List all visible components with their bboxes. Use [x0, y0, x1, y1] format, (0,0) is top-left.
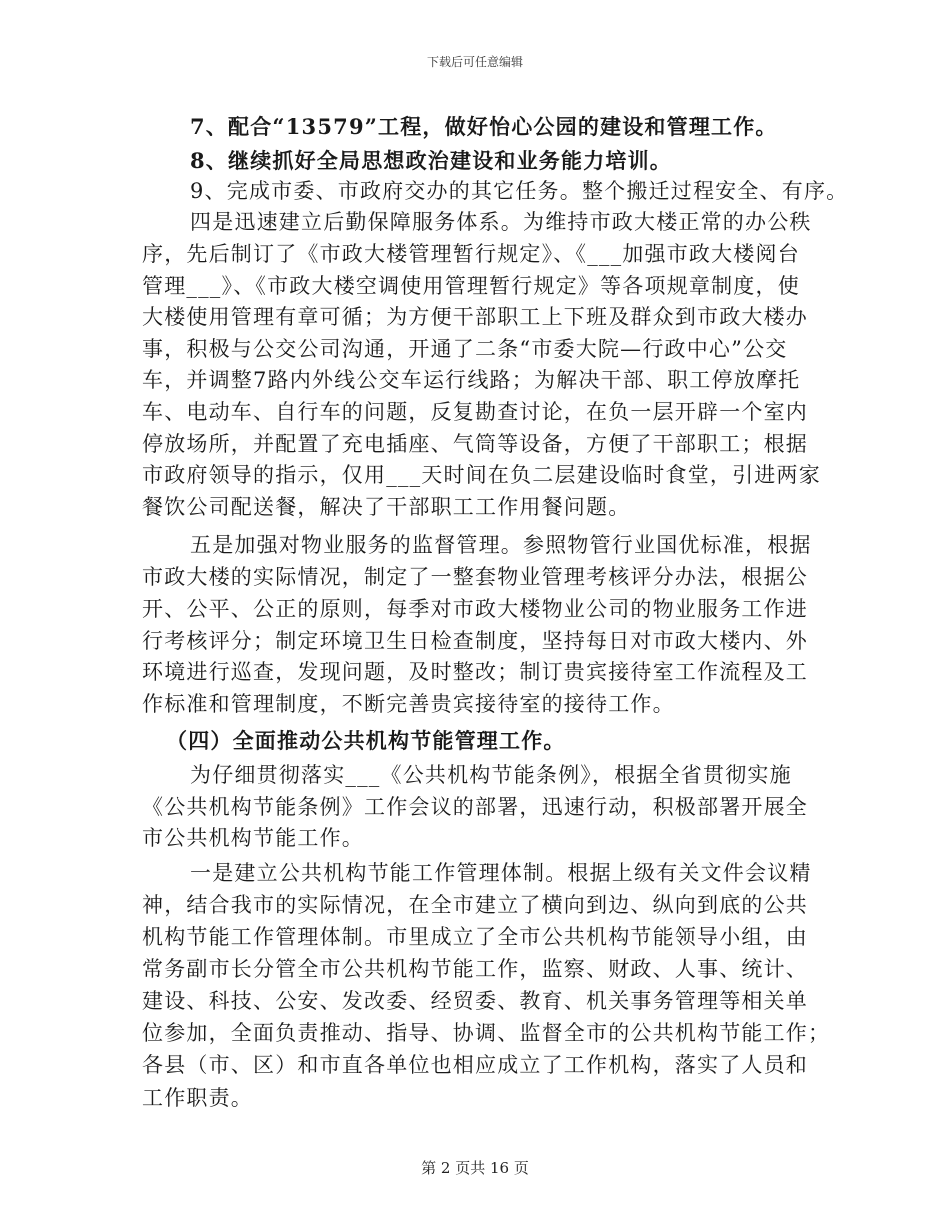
text-line: 各县（市、区）和市直各单位也相应成立了工作机构，落实了人员和 — [142, 1053, 808, 1077]
text-line: 市公共机构节能工作。 — [142, 826, 364, 850]
text-line: 市政大楼的实际情况，制定了一整套物业管理考核评分办法，根据公 — [142, 565, 808, 589]
text-line: 环境进行巡查，发现问题，及时整改；制订贵宾接待室工作流程及工 — [142, 660, 808, 684]
text-line: 8、继续抓好全局思想政治建设和业务能力培训。 — [190, 148, 673, 173]
text-line: 开、公平、公正的原则，每季对市政大楼物业公司的物业服务工作进 — [142, 597, 808, 621]
text-line: 一是建立公共机构节能工作管理体制。根据上级有关文件会议精 — [190, 861, 812, 885]
text-line: 7、配合“13579”工程，做好怡心公园的建设和管理工作。 — [190, 114, 778, 139]
text-line: 9、完成市委、市政府交办的其它任务。整个搬迁过程安全、有序。 — [190, 179, 849, 203]
text-line: 管理___》、《市政大楼空调使用管理暂行规定》等各项规章制度，使 — [142, 274, 800, 298]
text-line: 序，先后制订了《市政大楼管理暂行规定》、《___加强市政大楼阅台 — [142, 242, 800, 266]
text-line: 作标准和管理制度，不断完善贵宾接待室的接待工作。 — [142, 692, 675, 716]
text-line: 行考核评分；制定环境卫生日检查制度，坚持每日对市政大楼内、外 — [142, 629, 808, 653]
text-line: 工作职责。 — [142, 1086, 253, 1110]
text-line: 《公共机构节能条例》工作会议的部署，迅速行动，积极部署开展全 — [142, 795, 808, 819]
text-line: 五是加强对物业服务的监督管理。参照物管行业国优标准，根据 — [190, 533, 812, 557]
section-heading: （四）全面推动公共机构节能管理工作。 — [166, 728, 566, 753]
text-line: 餐饮公司配送餐，解决了干部职工工作用餐问题。 — [142, 495, 631, 519]
text-line: 车，并调整7路内外线公交车运行线路；为解决干部、职工停放摩托 — [142, 368, 801, 392]
text-line: 神，结合我市的实际情况，在全市建立了横向到边、纵向到底的公共 — [142, 893, 808, 917]
header-note: 下载后可任意编辑 — [426, 55, 523, 69]
text-line: 四是迅速建立后勤保障服务体系。为维持市政大楼正常的办公秩 — [190, 210, 812, 234]
text-line: 大楼使用管理有章可循；为方便干部职工上下班及群众到市政大楼办 — [142, 305, 808, 329]
text-line: 常务副市长分管全市公共机构节能工作，监察、财政、人事、统计、 — [142, 957, 808, 981]
text-line: 建设、科技、公安、发改委、经贸委、教育、机关事务管理等相关单 — [142, 989, 808, 1013]
text-line: 为仔细贯彻落实___《公共机构节能条例》，根据全省贯彻实施 — [190, 763, 792, 787]
text-line: 事，积极与公交公司沟通，开通了二条“市委大院—行政中心”公交 — [142, 337, 788, 361]
text-line: 车、电动车、自行车的问题，反复勘查讨论，在负一层开辟一个室内 — [142, 400, 808, 424]
text-line: 位参加，全面负责推动、指导、协调、监督全市的公共机构节能工作； — [142, 1021, 831, 1045]
text-line: 停放场所，并配置了充电插座、气筒等设备，方便了干部职工；根据 — [142, 432, 808, 456]
footer-page-number: 第 2 页共 16 页 — [421, 1159, 529, 1177]
text-line: 机构节能工作管理体制。市里成立了全市公共机构节能领导小组，由 — [142, 925, 808, 949]
text-line: 市政府领导的指示，仅用___天时间在负二层建设临时食堂，引进两家 — [142, 463, 821, 487]
